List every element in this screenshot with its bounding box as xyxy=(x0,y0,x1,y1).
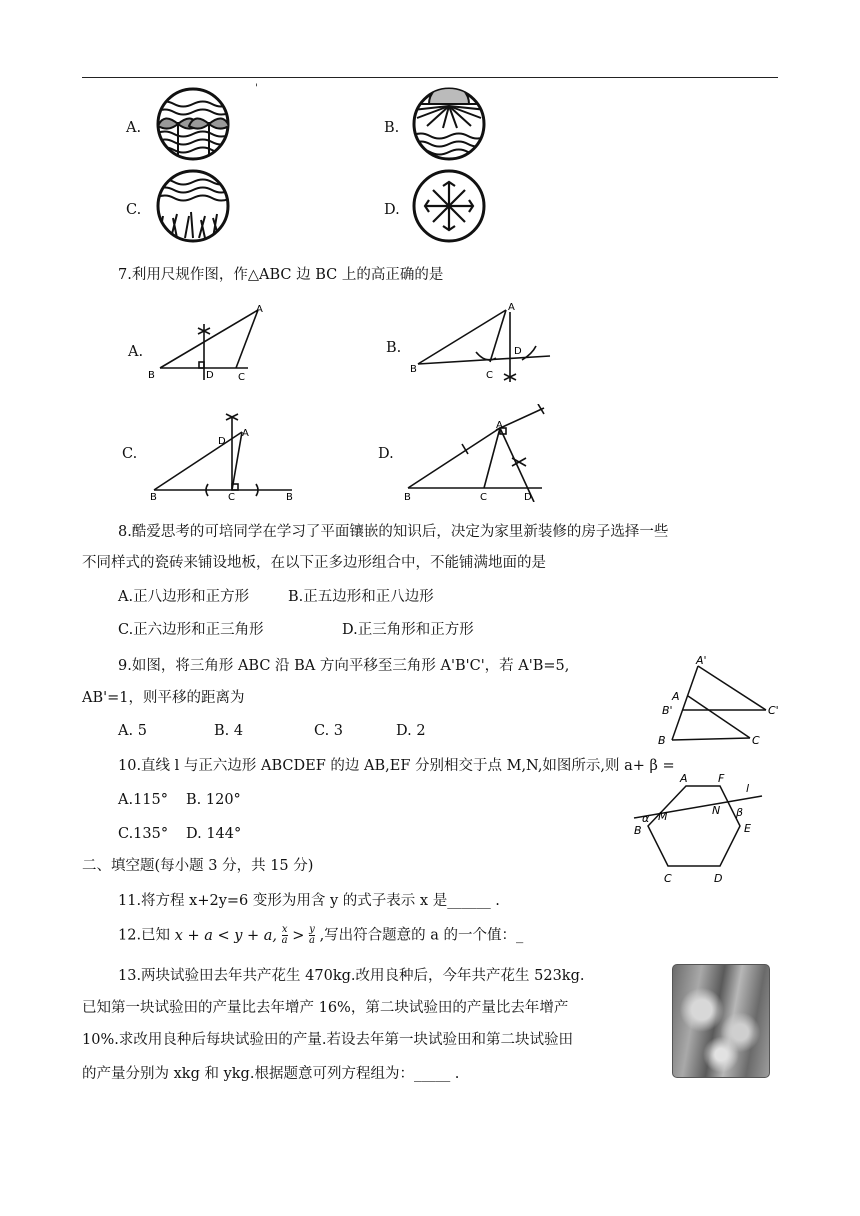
q12-inequality: x + a < y + a, x a > y a xyxy=(174,924,315,946)
q7d-label-d: D xyxy=(524,492,532,502)
q9-label-b: B xyxy=(658,734,666,747)
q10-option-c: C.135° xyxy=(118,826,169,842)
q7b-label-d: D xyxy=(514,346,522,357)
q10-label-c: C xyxy=(664,872,672,885)
q7-figure-a xyxy=(148,298,268,384)
q8-stem-line2: 不同样式的瓷砖来铺设地板，在以下正多边形组合中，不能铺满地面的是 xyxy=(82,555,546,571)
q10-option-d: D. 144° xyxy=(186,826,242,842)
q8-option-a: A.正八边形和正方形 xyxy=(118,589,250,605)
q9-option-b: B. 4 xyxy=(214,723,244,739)
q9-label-b1: B' xyxy=(662,704,673,717)
q7b-label-c: C xyxy=(486,370,493,381)
q7a-label-a: A xyxy=(256,304,263,315)
sun-rising-icon xyxy=(403,86,499,162)
q8-stem-line1: 8.酷爱思考的可培同学在学习了平面镶嵌的知识后，决定为家里新装修的房子选择一些 xyxy=(118,524,669,540)
q9-label-a1: A' xyxy=(696,654,707,667)
q10-figure xyxy=(630,770,770,888)
q10-label-alpha: α xyxy=(642,812,650,825)
q10-label-f: F xyxy=(718,772,725,785)
q7-figure-d xyxy=(400,404,560,502)
q7-option-a-label: A. xyxy=(128,344,144,360)
q9-option-c: C. 3 xyxy=(314,723,344,739)
q10-label-beta: β xyxy=(736,806,744,819)
q13-line2: 已知第一块试验田的产量比去年增产 16%，第二块试验田的产量比去年增产 xyxy=(82,1000,569,1016)
q7-option-b-label: B. xyxy=(386,340,402,356)
q7-figure-c xyxy=(146,410,296,502)
q10-option-a: A.115° xyxy=(118,792,169,808)
q10-label-e: E xyxy=(744,822,751,835)
peanut-field-photo xyxy=(672,964,770,1078)
q13-line1: 13.两块试验田去年共产花生 470kg.改用良种后，今年共产花生 523kg. xyxy=(118,968,585,984)
q7d-label-c: C xyxy=(480,492,487,502)
q7-option-c-label: C. xyxy=(122,446,138,462)
q6-option-c-label: C. xyxy=(126,202,142,218)
q7c-label-b1: B xyxy=(150,492,157,502)
q9-label-a: A xyxy=(672,690,680,703)
q6-option-d-label: D. xyxy=(384,202,400,218)
header-dot: ' xyxy=(255,83,258,94)
q7c-label-a: A xyxy=(242,428,249,439)
q10-label-n: N xyxy=(712,804,721,817)
q9-option-d: D. 2 xyxy=(396,723,426,739)
q6-option-a-label: A. xyxy=(126,120,142,136)
q7b-label-b: B xyxy=(410,364,417,375)
q7c-label-c: C xyxy=(228,492,235,502)
q9-stem-line1: 9.如图，将三角形 ABC 沿 BA 方向平移至三角形 A'B'C'，若 A'B=5, xyxy=(118,658,570,674)
snowflake-icon xyxy=(403,168,499,244)
q13-line3: 10%.求改用良种后每块试验田的产量.若设去年第一块试验田和第二块试验田 xyxy=(82,1032,573,1048)
q9-option-a: A. 5 xyxy=(118,723,147,739)
q10-label-m: M xyxy=(658,810,668,823)
q9-label-c1: C' xyxy=(768,704,779,717)
q8-option-d: D.正三角形和正方形 xyxy=(342,622,474,638)
q12-suffix: ,写出符合题意的 a 的一个值：_ xyxy=(319,927,524,944)
q7a-label-d: D xyxy=(206,370,214,381)
q10-label-d: D xyxy=(714,872,723,885)
q7a-label-b: B xyxy=(148,370,155,381)
q7b-label-a: A xyxy=(508,302,515,313)
q9-label-c: C xyxy=(752,734,760,747)
q7-option-d-label: D. xyxy=(378,446,394,462)
q8-option-b: B.正五边形和正八边形 xyxy=(288,589,434,605)
q10-option-b: B. 120° xyxy=(186,792,241,808)
q7-stem: 7.利用尺规作图，作△ABC 边 BC 上的高正确的是 xyxy=(118,267,444,283)
q10-label-l: l xyxy=(746,782,750,795)
grass-waves-icon xyxy=(145,168,241,244)
q7a-label-c: C xyxy=(238,372,245,383)
q7d-label-a: A xyxy=(496,420,503,431)
q7c-label-d: D xyxy=(218,436,226,447)
q8-option-c: C.正六边形和正三角形 xyxy=(118,622,264,638)
q13-line4: 的产量分别为 xkg 和 ykg.根据题意可列方程组为：_____ . xyxy=(82,1066,460,1082)
q10-stem: 10.直线 l 与正六边形 ABCDEF 的边 AB,EF 分别相交于点 M,N,如图所示,则 a+ β = xyxy=(118,758,675,774)
q7c-label-b2: B xyxy=(286,492,293,502)
q9-figure xyxy=(650,652,790,748)
header-rule xyxy=(82,77,778,78)
q11-stem: 11.将方程 x+2y=6 变形为用含 y 的式子表示 x 是______ . xyxy=(118,893,500,909)
q10-label-b: B xyxy=(634,824,642,837)
q12-prefix: 12.已知 xyxy=(118,927,171,944)
section-heading: 二、填空题(每小题 3 分，共 15 分) xyxy=(82,858,314,874)
sprout-waves-icon xyxy=(145,86,241,162)
q10-label-a: A xyxy=(680,772,688,785)
q12-stem xyxy=(118,925,523,946)
q7d-label-b: B xyxy=(404,492,411,502)
q6-option-b-label: B. xyxy=(384,120,400,136)
q7-figure-b xyxy=(406,298,556,390)
q9-stem-line2: AB'=1，则平移的距离为 xyxy=(82,690,245,706)
